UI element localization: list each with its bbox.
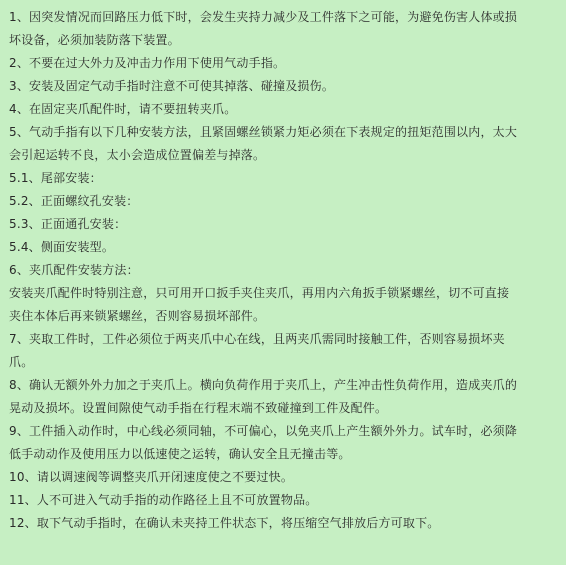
text-line: 3、安装及固定气动手指时注意不可使其掉落、碰撞及损伤。 [9,79,335,93]
text-line: 低手动动作及使用压力以低速使之运转，确认安全且无撞击等。 [9,447,351,461]
text-line: 坏设备，必须加装防落下装置。 [9,33,180,47]
text-line: 会引起运转不良，太小会造成位置偏差与掉落。 [9,148,266,162]
text-line: 夹住本体后再来锁紧螺丝，否则容易损坏部件。 [9,309,266,323]
text-line: 12、取下气动手指时，在确认未夹持工件状态下，将压缩空气排放后方可取下。 [9,516,440,530]
text-line: 爪。 [9,355,34,369]
text-line: 10、请以调速阀等调整夹爪开闭速度使之不要过快。 [9,470,294,484]
text-line: 6、夹爪配件安装方法： [9,263,139,277]
text-line: 11、人不可进入气动手指的动作路径上且不可放置物品。 [9,493,318,507]
text-line: 7、夹取工件时，工件必须位于两夹爪中心在线，且两夹爪需同时接触工件，否则容易损坏夹 [9,332,505,346]
text-line: 5.2、正面螺纹孔安装： [9,194,139,208]
text-line: 1、因突发情况而回路压力低下时，会发生夹持力减少及工件落下之可能，为避免伤害人体或损 [9,10,518,24]
text-line: 5、气动手指有以下几种安装方法，且紧固螺丝锁紧力矩必须在下表规定的扭矩范围以内，太大 [9,125,518,139]
text-line: 4、在固定夹爪配件时，请不要扭转夹爪。 [9,102,237,116]
text-line: 安装夹爪配件时特别注意，只可用开口扳手夹住夹爪，再用内六角扳手锁紧螺丝，切不可直接 [9,286,510,300]
text-line: 5.1、尾部安装： [9,171,102,185]
text-line: 晃动及损坏。设置间隙使气动手指在行程末端不致碰撞到工件及配件。 [9,401,388,415]
text-line: 9、工件插入动作时，中心线必须同轴，不可偏心，以免夹爪上产生额外外力。试车时，必须降 [9,424,518,438]
text-line: 8、确认无额外外力加之于夹爪上。横向负荷作用于夹爪上，产生冲击性负荷作用，造成夹爪的 [9,378,518,392]
text-line: 2、不要在过大外力及冲击力作用下使用气动手指。 [9,56,286,70]
text-line: 5.4、侧面安装型。 [9,240,115,254]
text-line: 5.3、正面通孔安装： [9,217,127,231]
